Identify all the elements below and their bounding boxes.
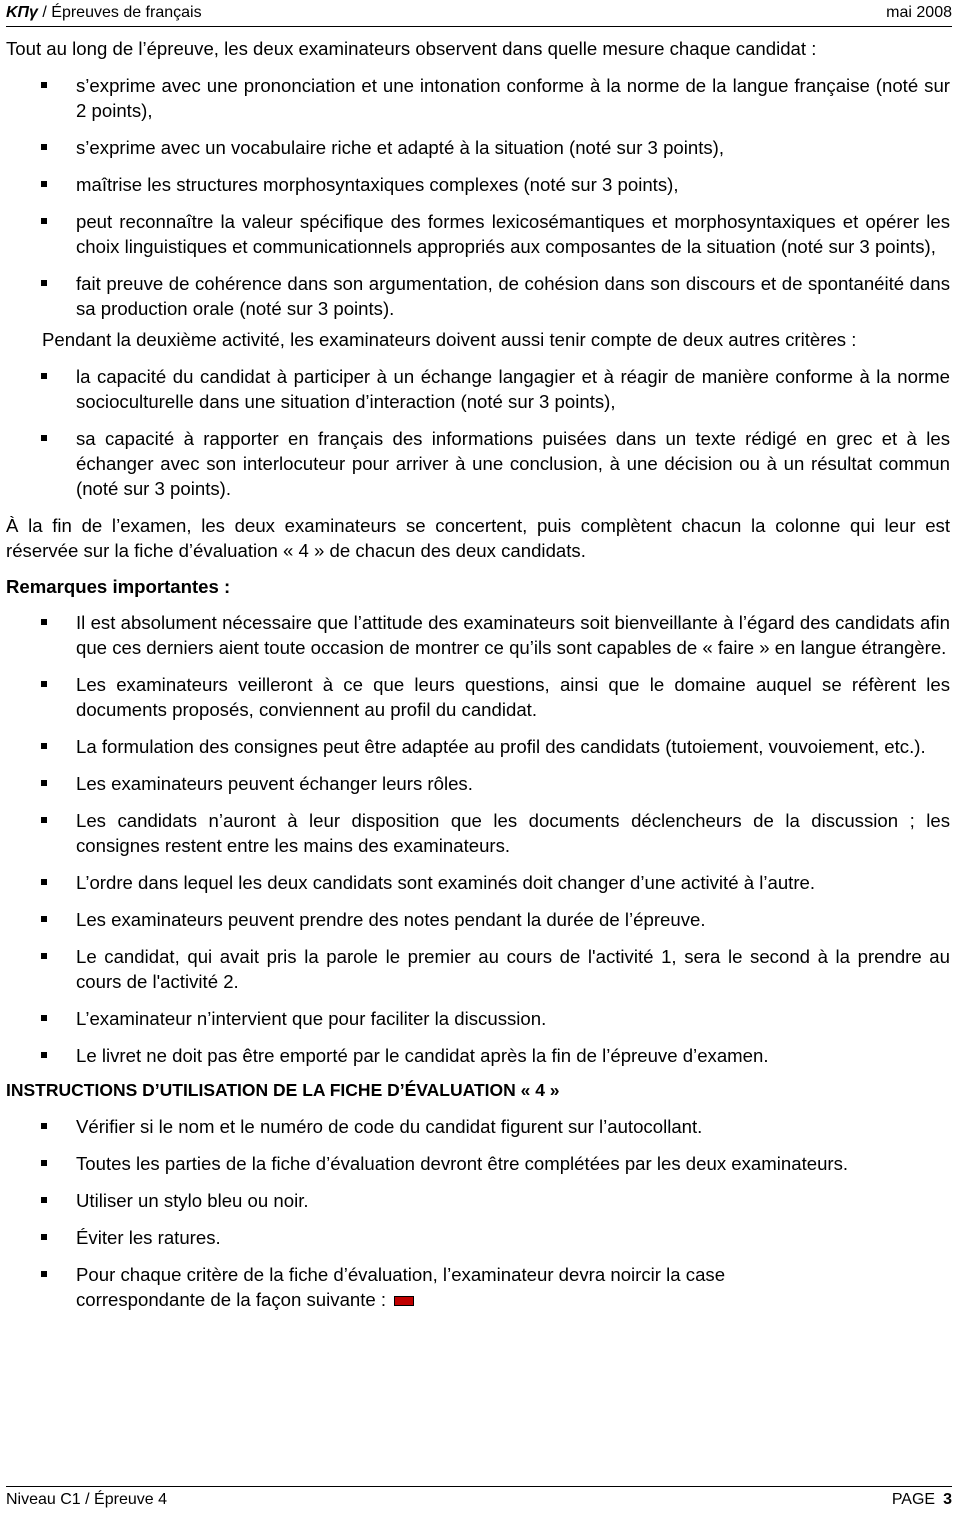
page-number: 3: [943, 1491, 952, 1508]
list-item: la capacité du candidat à participer à un échange langagier et à réagir de manière conforme à la norme socioculturelle dans une situation d’interaction (noté sur 3 points),: [6, 364, 950, 414]
conclusion-text: À la fin de l’examen, les deux examinateurs se concertent, puis complètent chacun la colonne qui leur est réservée sur la fiche d’évaluation « 4 » de chacun des deux candidats.: [6, 515, 950, 561]
list-item: L’ordre dans lequel les deux candidats sont examinés doit changer d’une activité à l’autre.: [6, 870, 950, 895]
list-item: s’exprime avec un vocabulaire riche et adapté à la situation (noté sur 3 points),: [6, 135, 950, 160]
intro-text: Tout au long de l’épreuve, les deux examinateurs observent dans quelle mesure chaque candidat :: [6, 38, 817, 59]
exam-code: ΚΠγ: [6, 4, 38, 21]
list-item: peut reconnaître la valeur spécifique des formes lexicosémantiques et morphosyntaxiques et opérer les choix linguistiques et communicationnels appropriés aux composantes de la situation (noté sur 3 points),: [6, 209, 950, 259]
list-item: La formulation des consignes peut être adaptée au profil des candidats (tutoiement, vouvoiement, etc.).: [6, 734, 950, 759]
header-title: [6, 4, 202, 22]
list-item: Les examinateurs peuvent échanger leurs rôles.: [6, 771, 950, 796]
list-item: Les examinateurs peuvent prendre des notes pendant la durée de l’épreuve.: [6, 907, 950, 932]
page-indicator: [892, 1491, 952, 1509]
filled-box-icon: [394, 1296, 414, 1306]
header-date: mai 2008: [886, 4, 952, 21]
second-criteria-list: [6, 364, 950, 501]
page-body: [6, 36, 950, 1312]
list-item: Le livret ne doit pas être emporté par le candidat après la fin de l’épreuve d’examen.: [6, 1043, 950, 1068]
list-item: Les examinateurs veilleront à ce que leurs questions, ainsi que le domaine auquel se réfèrent les documents proposés, conviennent au profil du candidat.: [6, 672, 950, 722]
page-footer: [6, 1486, 952, 1513]
instructions-heading: INSTRUCTIONS D’UTILISATION DE LA FICHE D’ÉVALUATION « 4 »: [6, 1080, 560, 1100]
list-item: fait preuve de cohérence dans son argumentation, de cohésion dans son discours et de spontanéité dans sa production orale (noté sur 3 points).: [6, 271, 950, 321]
list-item: [6, 1262, 950, 1312]
list-item: Toutes les parties de la fiche d’évaluation devront être complétées par les deux examinateurs.: [6, 1151, 950, 1176]
list-item: maîtrise les structures morphosyntaxiques complexes (noté sur 3 points),: [6, 172, 950, 197]
remarks-heading: Remarques importantes :: [6, 576, 231, 597]
second-activity-text: Pendant la deuxième activité, les examinateurs doivent aussi tenir compte de deux autres critères :: [42, 329, 857, 350]
remarks-list: [6, 610, 950, 1068]
footer-level: Niveau C1 / Épreuve 4: [6, 1491, 167, 1508]
list-item: Les candidats n’auront à leur disposition que les documents déclencheurs de la discussion ; les consignes restent entre les mains des examinateurs.: [6, 808, 950, 858]
list-item: sa capacité à rapporter en français des informations puisées dans un texte rédigé en grec et à les échanger avec son interlocuteur pour arriver à une conclusion, à une décision ou à un résultat commun (noté sur 3 points).: [6, 426, 950, 501]
criteria-list: [6, 73, 950, 321]
list-item: Utiliser un stylo bleu ou noir.: [6, 1188, 950, 1213]
list-item: L’examinateur n’intervient que pour faciliter la discussion.: [6, 1006, 950, 1031]
last-instruction-text: Pour chaque critère de la fiche d’évaluation, l’examinateur devra noircir la case correspondante de la façon suivante :: [76, 1264, 726, 1310]
list-item: Il est absolument nécessaire que l’attitude des examinateurs soit bienveillante à l’égard des candidats afin que ces derniers aient toute occasion de montrer ce qu’ils sont capables de « faire » en langue étrangère.: [6, 610, 950, 660]
list-item: Éviter les ratures.: [6, 1225, 950, 1250]
list-item: s’exprime avec une prononciation et une intonation conforme à la norme de la langue française (noté sur 2 points),: [6, 73, 950, 123]
list-item: Le candidat, qui avait pris la parole le premier au cours de l'activité 1, sera le second à la prendre au cours de l'activité 2.: [6, 944, 950, 994]
header-subtitle: / Épreuves de français: [37, 4, 202, 21]
page-header: [6, 0, 952, 27]
page-label: PAGE: [891, 1491, 936, 1508]
list-item: Vérifier si le nom et le numéro de code du candidat figurent sur l’autocollant.: [6, 1114, 950, 1139]
instructions-list: [6, 1114, 950, 1312]
